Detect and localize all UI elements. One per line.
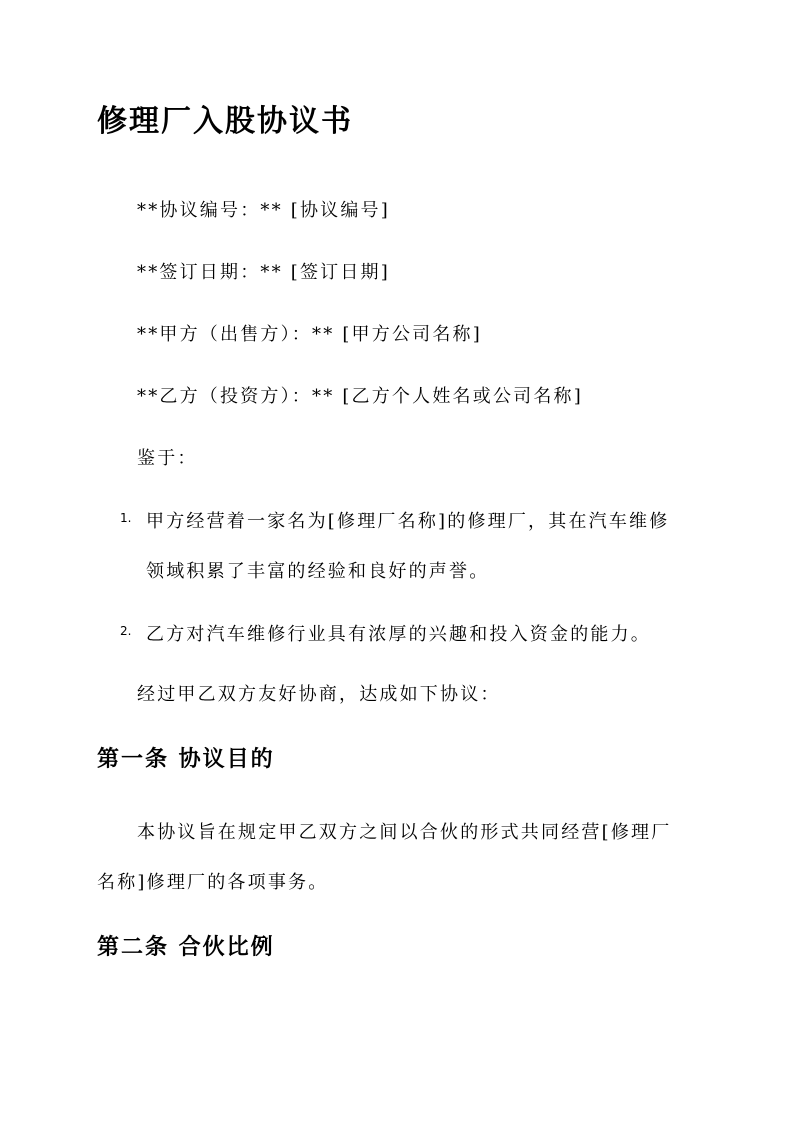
list-number: 2. xyxy=(120,624,132,638)
list-number: 1. xyxy=(120,511,132,525)
agreement-intro: 经过甲乙双方友好协商，达成如下协议： xyxy=(137,684,501,705)
signing-date-field: **签订日期：** [签订日期] xyxy=(137,262,390,283)
section-heading-1: 第一条 协议目的 xyxy=(97,746,275,772)
list-item-text-line1: 甲方经营着一家名为[修理厂名称]的修理厂，其在汽车维修 xyxy=(146,511,670,532)
document-title: 修理厂入股协议书 xyxy=(97,104,353,139)
list-item-text-line2: 领域积累了丰富的经验和良好的声誉。 xyxy=(146,561,490,582)
section-heading-2: 第二条 合伙比例 xyxy=(97,934,275,960)
whereas-label: 鉴于： xyxy=(137,448,198,469)
section-1-text-line1: 本协议旨在规定甲乙双方之间以合伙的形式共同经营[修理厂 xyxy=(137,822,672,843)
list-item-text-line1: 乙方对汽车维修行业具有浓厚的兴趣和投入资金的能力。 xyxy=(146,624,651,645)
section-1-text-line2: 名称]修理厂的各项事务。 xyxy=(97,872,329,893)
party-b-field: **乙方（投资方）：** [乙方个人姓名或公司名称] xyxy=(137,386,583,407)
party-a-field: **甲方（出售方）：** [甲方公司名称] xyxy=(137,324,482,345)
agreement-number-field: **协议编号：** [协议编号] xyxy=(137,200,390,221)
